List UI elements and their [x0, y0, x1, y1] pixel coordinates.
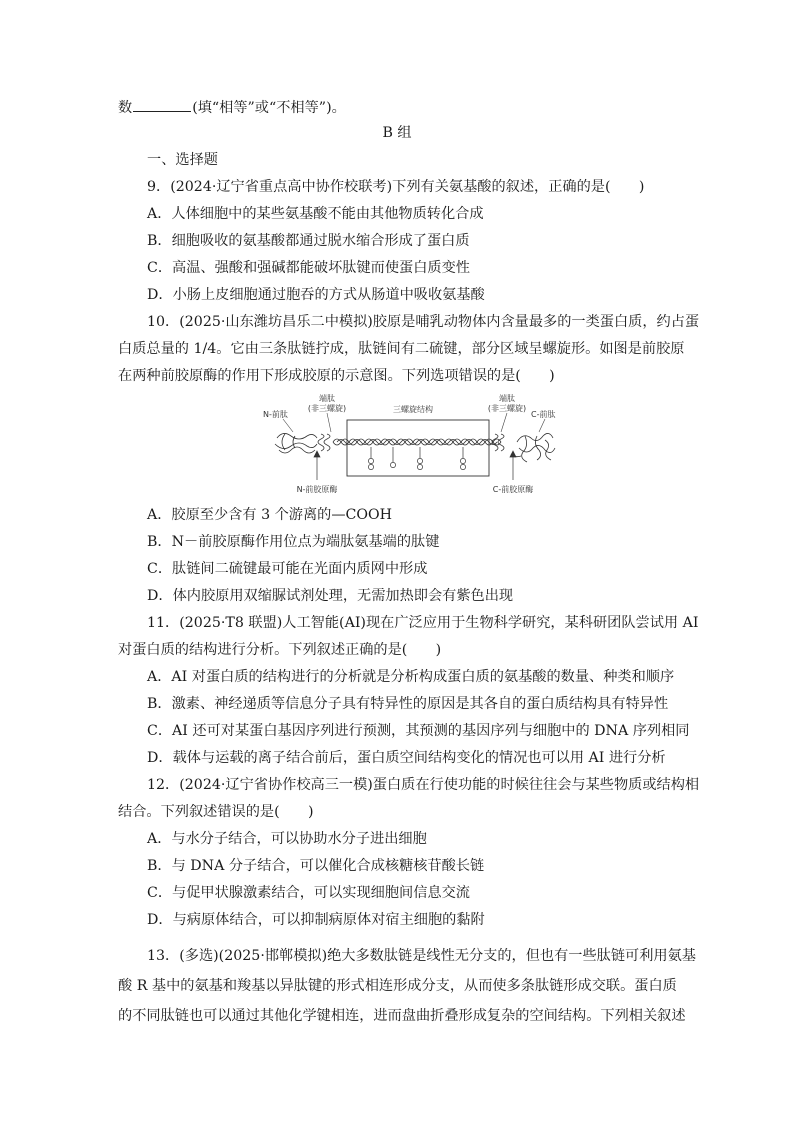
question-13-stem-line-2: 酸 R 基中的氨基和羧基以异肽键的形式相连形成分支，从而使多条肽链形成交联。蛋白质: [118, 978, 677, 994]
collagen-diagram-svg: [255, 392, 571, 498]
question-11-stem-line-2: 对蛋白质的结构进行分析。下列叙述正确的是( ): [118, 642, 442, 658]
label-n-propeptide: N-前肽: [263, 410, 288, 419]
question-10-option-b: B．N－前胶原酶作用位点为端肽氨基端的肽键: [147, 534, 440, 550]
question-12-option-b: B．与 DNA 分子结合，可以催化合成核糖核苷酸长链: [147, 858, 485, 874]
question-11-option-b: B．激素、神经递质等信息分子具有特异性的原因是其各自的蛋白质结构具有特异性: [147, 696, 669, 712]
label-c-propeptide: C-前肽: [531, 410, 556, 419]
question-9-option-a: A．人体细胞中的某些氨基酸不能由其他物质转化合成: [147, 206, 484, 222]
question-11-option-c: C．AI 还可对某蛋白基因序列进行预测，其预测的基因序列与细胞中的 DNA 序列相同: [147, 723, 690, 739]
question-12-option-a: A．与水分子结合，可以协助水分子进出细胞: [147, 831, 427, 847]
label-telopeptide-left-1: 端肽: [319, 394, 335, 403]
question-10-option-a: A．胶原至少含有 3 个游离的—COOH: [147, 507, 393, 523]
side-chains: [368, 447, 465, 470]
question-13-stem-line-3: 的不同肽链也可以通过其他化学键相连，进而盘曲折叠形成复杂的空间结构。下列相关叙述: [118, 1008, 686, 1024]
label-telopeptide-left-2: (非三螺旋): [307, 404, 347, 413]
group-title: B 组: [382, 125, 412, 141]
question-12-option-c: C．与促甲状腺激素结合，可以实现细胞间信息交流: [147, 885, 470, 901]
question-11-option-d: D．载体与运载的离子结合前后，蛋白质空间结构变化的情况也可以用 AI 进行分析: [147, 750, 666, 766]
c-propeptide-shape: [511, 433, 555, 462]
label-triple-helix: 三螺旋结构: [393, 405, 433, 414]
left-telopeptide: [318, 434, 330, 451]
question-10-stem-line-2: 白质总量的 1/4。它由三条肽链拧成，肽链间有二硫键，部分区域呈螺旋形。如图是前胶原: [118, 341, 685, 357]
question-12-stem-line-2: 结合。下列叙述错误的是( ): [118, 804, 314, 820]
section-title: 一、选择题: [147, 152, 218, 168]
collagen-diagram: [255, 392, 571, 498]
question-9-stem: 9．(2024·辽宁省重点高中协作校联考)下列有关氨基酸的叙述，正确的是( ): [147, 179, 645, 195]
question-9-option-d: D．小肠上皮细胞通过胞吞的方式从肠道中吸收氨基酸: [147, 287, 485, 303]
answer-blank[interactable]: [133, 97, 191, 112]
question-10-stem-line-3: 在两种前胶原酶的作用下形成胶原的示意图。下列选项错误的是( ): [118, 368, 555, 384]
question-9-option-c: C．高温、强酸和强碱都能破坏肽键而使蛋白质变性: [147, 260, 470, 276]
question-10-option-d: D．体内胶原用双缩脲试剂处理，无需加热即会有紫色出现: [147, 588, 514, 604]
n-propeptide-shape: [275, 433, 317, 453]
question-13-stem-line-1: 13．(多选)(2025·邯郸模拟)绝大多数肽链是线性无分支的，但也有一些肽链可利用氨基: [147, 948, 696, 964]
label-telopeptide-right-2: (非三螺旋): [487, 404, 527, 413]
question-9-option-b: B．细胞吸收的氨基酸都通过脱水缩合形成了蛋白质: [147, 233, 470, 249]
question-12-option-d: D．与病原体结合，可以抑制病原体对宿主细胞的黏附: [147, 912, 485, 928]
question-11-stem-line-1: 11．(2025·T8 联盟)人工智能(AI)现在广泛应用于生物科学研究，某科研团队尝试用 AI: [147, 615, 699, 631]
question-10-option-c: C．肽链间二硫键最可能在光面内质网中形成: [147, 561, 428, 577]
question-11-option-a: A．AI 对蛋白质的结构进行的分析就是分析构成蛋白质的氨基酸的数量、种类和顺序: [147, 669, 675, 685]
continuation-suffix: (填“相等”或“不相等”)。: [192, 100, 346, 116]
question-10-stem-line-1: 10．(2025·山东潍坊昌乐二中模拟)胶原是哺乳动物体内含量最多的一类蛋白质，约占蛋: [147, 314, 700, 330]
label-c-enzyme: C-前胶原酶: [492, 485, 534, 494]
continuation-prefix: 数: [118, 100, 133, 116]
label-n-enzyme: N-前胶原酶: [296, 485, 338, 494]
triple-helix-strands: [333, 439, 501, 445]
continuation-line: [118, 97, 346, 118]
question-12-stem-line-1: 12．(2024·辽宁省协作校高三一模)蛋白质在行使功能的时候往往会与某些物质或结构相: [147, 777, 700, 793]
label-telopeptide-right-1: 端肽: [499, 394, 515, 403]
